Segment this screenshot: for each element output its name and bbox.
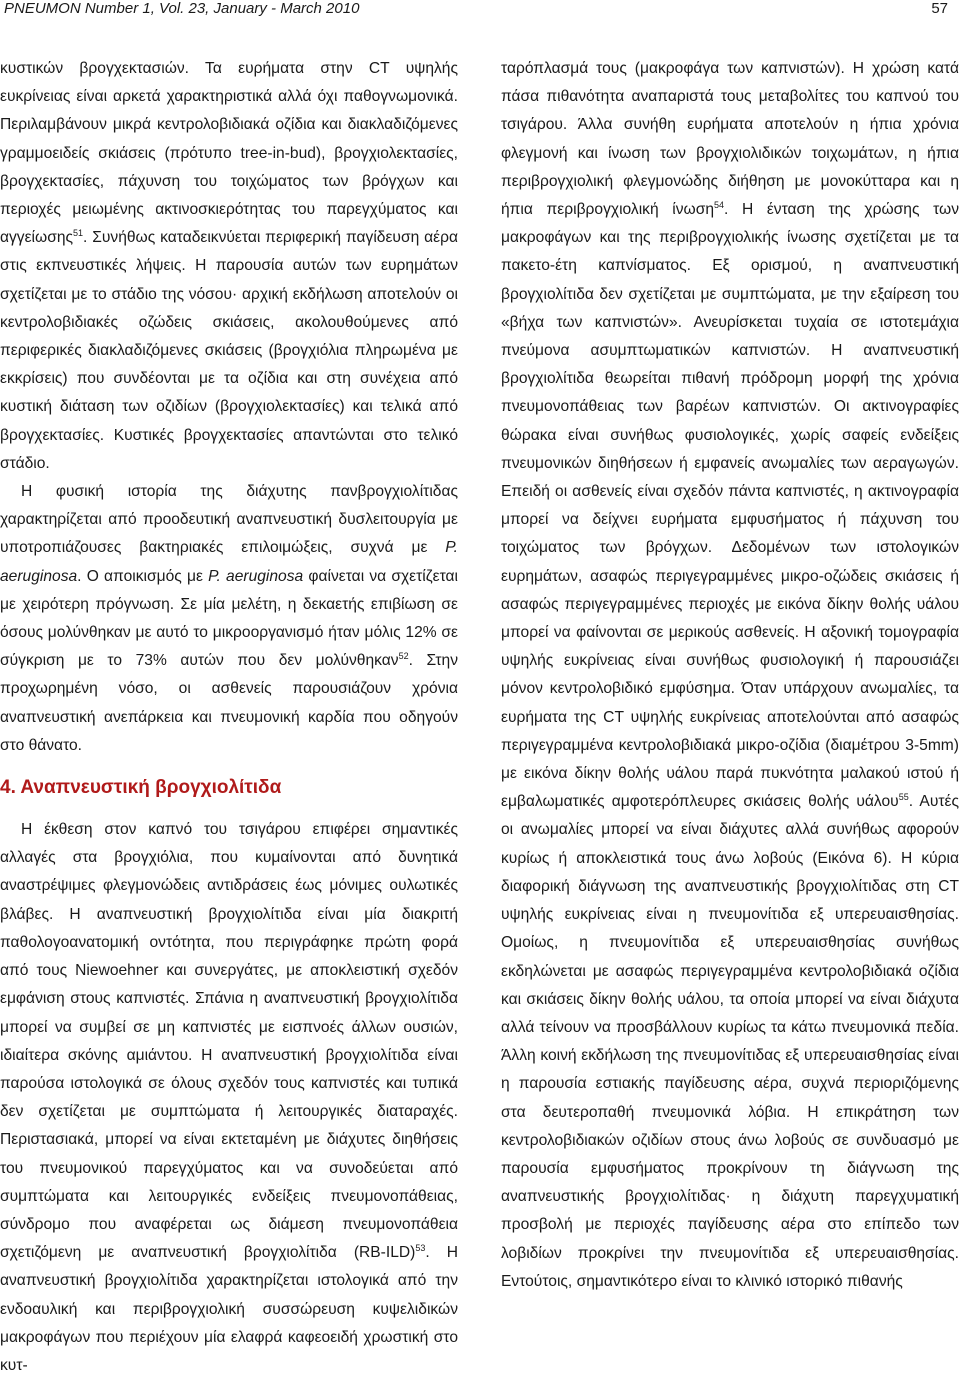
- right-column: [501, 55, 959, 1296]
- paragraph-2: [0, 478, 458, 760]
- page-number: 57: [931, 0, 948, 17]
- paragraph-1: [0, 55, 458, 478]
- left-column: [0, 55, 458, 1380]
- reference-51: 51: [73, 228, 84, 239]
- text-run: . Ο αποικισμός με: [77, 567, 209, 585]
- text-run: . Συνήθως καταδεικνύεται περιφερική παγίδευση αέρα στις εκπνευστικές λήψεις. Η παρουσία αυτών των ευρημάτων σχετίζεται με το στάδιο της νόσου· αρχική εκδήλωση αποτελούν οι κεντρολοβιδιακές οζώδεις σκιάσεις, ακολουθούμενες από περιφερικές διακλαδιζόμενες σκιάσεις (βρογχιόλια πληρωμένα με εκκρίσεις) που συνδέονται με τα οζίδια και στη συνέχεια από κυστική διάταση των οζιδίων (βρογχιολεκτασίες) και τελικά από βρογχεκτασίες. Κυστικές βρογχεκτασίες απαντώνται στο τελικό στάδιο.: [0, 229, 458, 472]
- page-header: [4, 0, 948, 26]
- text-run: . Η αναπνευστική βρογχιολίτιδα χαρακτηρίζεται ιστολογικά από την ενδοαυλική και περιβρογχιολική συσσώρευση κυψελιδικών μακροφάγων που περιέχουν μία ελαφρά καφεοειδή χρωστική στο κυτ-: [0, 1244, 458, 1374]
- text-run: φαίνεται να σχετίζεται με χειρότερη πρόγνωση. Σε μία μελέτη, η δεκαετής επιβίωση σε όσους μολύνθηκαν με αυτό το μικροοργανισμό ήταν μόλις 12% σε σύγκριση με το 73% αυτών που δεν μολύνθηκαν: [0, 567, 458, 670]
- reference-53: 53: [415, 1242, 426, 1253]
- text-run: Η φυσική ιστορία της διάχυτης πανβρογχιολίτιδας χαρακτηρίζεται από προοδευτική αναπνευστική δυσλειτουργία με υποτροπιάζουσες βακτηριακές επιλοιμώξεις, συχνά με: [0, 483, 458, 557]
- species-name: P. aeruginosa: [0, 539, 458, 585]
- text-run: . Η ένταση της χρώσης των μακροφάγων και της περιβρογχιολικής ίνωσης σχετίζεται με τα πακετο-έτη καπνίσματος. Εξ ορισμού, η αναπνευστική βρογχιολίτιδα δεν σχετίζεται με συμπτώματα, με την εξαίρεση του «βήχα των καπνιστών». Ανευρίσκεται τυχαία σε ιστοτεμάχια πνεύμονα ασυμπτωματικών καπνιστών. Η αναπνευστική βρογχιολίτιδα θεωρείται πιθανή πρόδρομη μορφή της χρόνια πνευμονοπάθειας των βαρέων καπνιστών. Οι ακτινογραφίες θώρακα είναι συνήθως φυσιολογικές, χωρίς σαφείς ενδείξεις πνευμονικών διηθήσεων ή εμφανείς ανωμαλίες των αεραγωγών. Επειδή οι ασθενείς είναι σχεδόν πάντα καπνιστές, η ακτινογραφία μπορεί να δείχνει ευρήματα εμφυσήματος ή πάχυνση του τοιχώματος των βρόγχων. Δεδομένων των ιστολογικών ευρημάτων, ασαφώς περιγεγραμμένες μικρο-οζώδεις σκιάσεις ή ασαφώς περιγεγραμμένες περιοχές με εικόνα δίκην θολής υάλου μπορεί να φαίνονται σε μερικούς ασθενείς. Η αξονική τομογραφία υψηλής ευκρίνειας είναι συνήθως φυσιολογική ή παρουσιάζει μόνον κεντρολοβιδικό εμφύσημα. Όταν υπάρχουν ανωμαλίες, τα ευρήματα της CT υψηλής ευκρίνειας αποτελούνται από ασαφώς περιγεγραμμένα κεντρολοβιδιακά μικρο-οζίδια (διαμέτρου 3-5mm) με εικόνα δίκην θολής υάλου παρά πυκνότητα μαλακού ιστού ή εμβαλωματικές αμφοτερόπλευρες σκιάσεις θολής υάλου: [501, 201, 960, 811]
- text-run: κυστικών βρογχεκτασιών. Τα ευρήματα στην CT υψηλής ευκρίνειας είναι αρκετά χαρακτηριστικά αλλά όχι παθογνωμονικά. Περιλαμβάνουν μικρά κεντρολοβιδιακά οζίδια και διακλαδιζόμενες γραμμοειδείς σκιάσεις (πρότυπο tree-in-bud), βρογχιολεκτασίες, βρογχεκτασίες, πάχυνση του τοιχώματος των βρόγχων και περιοχές μειωμένης ακτινοσκιερότητας του παρεγχύματος και αγγείωσης: [0, 60, 458, 247]
- text-run: . Στην προχωρημένη νόσο, οι ασθενείς παρουσιάζουν χρόνια αναπνευστική ανεπάρκεια και πνευμονική καρδία που οδηγούν στο θάνατο.: [0, 652, 458, 754]
- reference-55: 55: [898, 792, 909, 803]
- paragraph-4: [501, 55, 959, 1296]
- paragraph-3: [0, 816, 458, 1380]
- text-run: . Αυτές οι ανωμαλίες μπορεί να είναι διάχυτες αλλά συνήθως αφορούν κυρίως ή αποκλειστικά τους άνω λοβούς (Εικόνα 6). Η κύρια διαφορική διάγνωση της αναπνευστικής βρογχιολίτιδας στη CT υψηλής ευκρίνειας είναι η πνευμονίτιδα εξ υπερευαισθησίας. Ομοίως, η πνευμονίτιδα εξ υπερευαισθησίας συνήθως εκδηλώνεται με ασαφώς περιγεγραμμένα κεντρολοβιδιακά οζίδια και σκιάσεις δίκην θολής υάλου, τα οποία μπορεί να είναι διάχυτα αλλά τείνουν να προσβάλλουν κυρίως τα κάτω πνευμονικά πεδία. Άλλη κοινή εκδήλωση της πνευμονίτιδας εξ υπερευαισθησίας είναι η παρουσία εστιακής παγίδευσης αέρα, συχνά περιοριζόμενης στα δευτεροπαθή πνευμονικά λόβια. Η επικράτηση των κεντρολοβιδιακών οζιδίων στους άνω λοβούς σε συνδυασμό με παρουσία εμφυσήματος προκρίνουν τη διάγνωση της αναπνευστικής βρογχιολίτιδας· η διάχυτη παρεγχυματική προσβολή με περιοχές παγίδευσης αέρα στο επίπεδο των λοβιδίων προκρίνει την πνευμονίτιδα εξ υπερευαισθησίας. Εντούτοις, σημαντικότερο είναι το κλινικό ιστορικό πιθανής: [501, 793, 959, 1290]
- text-run: ταρόπλασμά τους (μακροφάγα των καπνιστών). Η χρώση κατά πάσα πιθανότητα αναπαριστά τους μεταβολίτες του καπνού του τσιγάρου. Άλλα συνήθη ευρήματα αποτελούν η ήπια χρόνια φλεγμονή και ίνωση των βρογχιολιδικών τοιχωμάτων, η ήπια περιβρογχιολική φλεγμονώδης διήθηση με μονοκύτταρα και η ήπια περιβρογχιολική ίνωση: [501, 60, 959, 219]
- section-heading: 4. Αναπνευστική βρογχιολίτιδα: [0, 777, 282, 799]
- reference-54: 54: [714, 199, 725, 210]
- journal-running-title: PNEUMON Number 1, Vol. 23, January - March 2010: [4, 0, 360, 17]
- reference-52: 52: [398, 651, 409, 662]
- species-name: P. aeruginosa: [208, 567, 304, 585]
- text-run: Η έκθεση στον καπνό του τσιγάρου επιφέρει σημαντικές αλλαγές στα βρογχιόλια, που κυμαίνονται από δυνητικά αναστρέψιμες φλεγμονώδεις αντιδράσεις έως μόνιμες ουλωτικές βλάβες. Η αναπνευστική βρογχιολίτιδα είναι μία διακριτή παθολογοανατομική οντότητα, που περιγράφηκε πρώτη φορά από τους Niewoehner και συνεργάτες, με αποκλειστική σχεδόν εμφάνιση στους καπνιστές. Σπάνια η αναπνευστική βρογχιολίτιδα μπορεί να συμβεί σε μη καπνιστές με εισπνοές άλλων ουσιών, ιδιαίτερα σκόνης αμιάντου. Η αναπνευστική βρογχιολίτιδα είναι παρούσα ιστολογικά σε όλους σχεδόν τους καπνιστές και τυπικά δεν σχετίζεται με συμπτώματα ή λειτουργικές διαταραχές. Περιστασιακά, μπορεί να είναι εκτεταμένη με διάχυτες διηθήσεις του πνευμονικού παρεγχύματος και να συνοδεύεται από συμπτώματα και λειτουργικές ενδείξεις πνευμονοπάθειας, σύνδρομο που αναφέρεται ως διάμεση πνευμονοπάθεια σχετιζόμενη με αναπνευστική βρογχιολίτιδα (RB-ILD): [0, 821, 458, 1262]
